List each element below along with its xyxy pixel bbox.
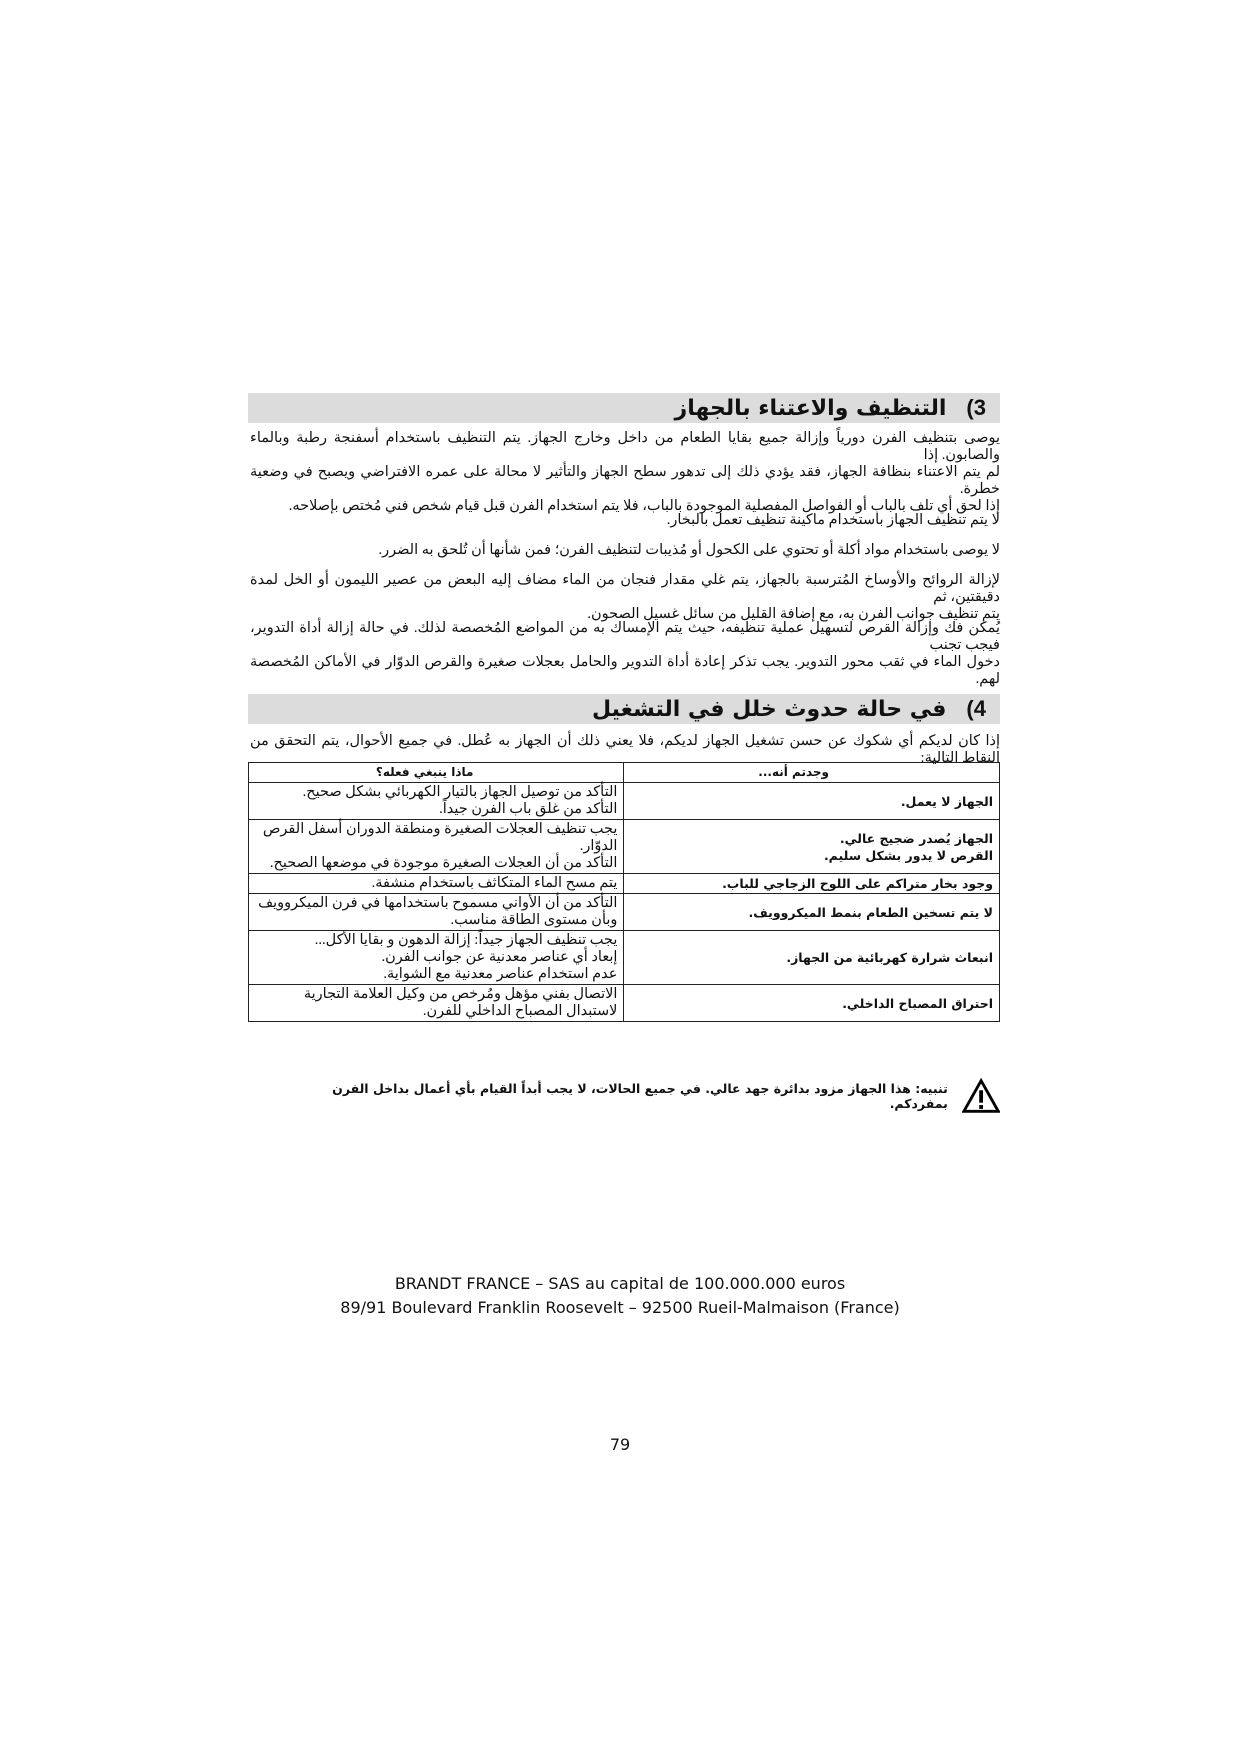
problem-text: القرص لا يدور بشكل سليم. bbox=[823, 847, 993, 863]
action-cell bbox=[249, 820, 624, 874]
high-voltage-warning bbox=[300, 1076, 1000, 1116]
problem-text: وجود بخار متراكم على اللوح الزجاجي للباب. bbox=[722, 876, 993, 891]
footer-address-line: 89/91 Boulevard Franklin Roosevelt – 92500 Rueil-Malmaison (France) bbox=[340, 1298, 900, 1317]
problem-cell bbox=[624, 820, 1000, 874]
section-3-paragraph-5 bbox=[250, 620, 1000, 688]
action-text: إبعاد أي عناصر معدنية عن جوانب الفرن. bbox=[381, 949, 618, 965]
problem-cell bbox=[624, 783, 1000, 820]
section-4-header bbox=[248, 694, 1000, 724]
action-text: التأكد من أن الأواني مسموح باستخدامها في فرن الميكروويف وبأن مستوى الطاقة مناسب. bbox=[258, 895, 618, 928]
table-row bbox=[249, 894, 1000, 931]
section-3-paragraph-2 bbox=[250, 512, 1000, 529]
text-line: لا يتم تنظيف الجهاز باستخدام ماكينة تنظيف تعمل بالبخار. bbox=[666, 512, 1000, 528]
text-line: يوصى بتنظيف الفرن دورياً وإزالة جميع بقايا الطعام من داخل وخارج الجهاز. يتم التنظيف باستخدام أسفنجة رطبة وبالماء والصابون. إذا bbox=[250, 430, 1000, 463]
problem-text: لا يتم تسخين الطعام بنمط الميكروويف. bbox=[748, 904, 993, 920]
text-line: لإزالة الروائح والأوساخ المُترسبة بالجهاز، يتم غلي مقدار فنجان من الماء مضاف إليه البعض من عصير الليمون أو الخل لمدة دقيقتين، ثم bbox=[250, 572, 1000, 605]
problem-cell bbox=[624, 931, 1000, 985]
section-3-paragraph-4 bbox=[250, 572, 1000, 623]
action-text: التأكد من توصيل الجهاز بالتيار الكهربائي بشكل صحيح. bbox=[302, 784, 618, 800]
problem-cell bbox=[624, 985, 1000, 1022]
action-text: الاتصال بفني مؤهل ومُرخص من وكيل العلامة التجارية لاستبدال المصباح الداخلي للفرن. bbox=[303, 986, 618, 1019]
table-row bbox=[249, 931, 1000, 985]
table-row bbox=[249, 985, 1000, 1022]
table-row bbox=[249, 820, 1000, 874]
problem-text: الجهاز يُصدر ضجيج عالي. bbox=[839, 830, 993, 846]
column-header-action: ماذا ينبغي فعله؟ bbox=[249, 763, 624, 783]
text-line: يتم تنظيف جوانب الفرن به، مع إضافة القليل من سائل غسيل الصحون. bbox=[587, 606, 1000, 622]
text-line: إذا كان لديكم أي شكوك عن حسن تشغيل الجهاز لديكم، فلا يعني ذلك أن الجهاز به عُطل. في جميع الأحوال، يتم التحقق من النقاط التالية: bbox=[250, 733, 1000, 766]
text-line: لم يتم الاعتناء بنظافة الجهاز، فقد يؤدي ذلك إلى تدهور سطح الجهاز والتأثير لا محالة على عمره الافتراضي ويصبح في وضعية خطرة. bbox=[250, 464, 1000, 497]
company-footer bbox=[0, 1272, 1240, 1320]
page-number: 79 bbox=[609, 1435, 631, 1454]
text-line: إذا لحق أي تلف بالباب أو الفواصل المفصلية الموجودة بالباب، فلا يتم استخدام الفرن قبل قيام شخص فني مُختص بإصلاحه. bbox=[288, 498, 1000, 514]
troubleshooting-table bbox=[248, 762, 1000, 1022]
section-4-title: في حالة حدوث خلل في التشغيل bbox=[592, 696, 947, 722]
action-text: عدم استخدام عناصر معدنية مع الشواية. bbox=[383, 966, 618, 982]
action-cell bbox=[249, 783, 624, 820]
text-line: لا يوصى باستخدام مواد أكلة أو تحتوي على الكحول أو مُذيبات لتنظيف الفرن؛ فمن شأنها أن تُلحق به الضرر. bbox=[378, 542, 1000, 558]
text-line: دخول الماء في ثقب محور التدوير. يجب تذكر إعادة أداة التدوير والحامل بعجلات صغيرة والقرص الدوّار في الأماكن المُخصصة لهم. bbox=[250, 654, 1000, 687]
warning-triangle-icon bbox=[962, 1078, 1000, 1114]
column-header-problem: وجدتم أنه... bbox=[624, 763, 1000, 783]
section-3-title: التنظيف والاعتناء بالجهاز bbox=[674, 395, 947, 421]
action-cell bbox=[249, 894, 624, 931]
section-3-header bbox=[248, 393, 1000, 423]
section-3-paragraph-3 bbox=[250, 542, 1000, 559]
action-text: يجب تنظيف العجلات الصغيرة ومنطقة الدوران أسفل القرص الدوّار. bbox=[262, 821, 618, 854]
action-text: يجب تنظيف الجهاز جيداً: إزالة الدهون و بقايا الأكل... bbox=[314, 932, 618, 948]
footer-company-line: BRANDT FRANCE – SAS au capital de 100.000.000 euros bbox=[394, 1274, 846, 1293]
table-header-row bbox=[249, 763, 1000, 783]
warning-text: تنبيه: هذا الجهاز مزود بدائرة جهد عالي. في جميع الحالات، لا يجب أبداً القيام بأي أعمال بداخل الفرن بمفردكم. bbox=[332, 1081, 948, 1111]
section-3-paragraph-1 bbox=[250, 430, 1000, 515]
problem-text: احتراق المصباح الداخلي. bbox=[842, 995, 993, 1011]
action-text: التأكد من أن العجلات الصغيرة موجودة في موضعها الصحيح. bbox=[269, 855, 618, 871]
section-4-number: 4) bbox=[966, 696, 986, 721]
table-row bbox=[249, 874, 1000, 894]
action-text: يتم مسح الماء المتكاثف باستخدام منشفة. bbox=[371, 875, 618, 891]
table-row bbox=[249, 783, 1000, 820]
action-cell bbox=[249, 985, 624, 1022]
action-text: التأكد من غلق باب الفرن جيداً. bbox=[439, 801, 618, 817]
problem-text: انبعاث شرارة كهربائية من الجهاز. bbox=[786, 950, 993, 965]
section-3-number: 3) bbox=[966, 395, 986, 420]
action-cell bbox=[249, 931, 624, 985]
problem-cell bbox=[624, 894, 1000, 931]
problem-text: الجهاز لا يعمل. bbox=[900, 793, 993, 809]
action-cell bbox=[249, 874, 624, 894]
problem-cell bbox=[624, 874, 1000, 894]
text-line: يُمكن فك وإزالة القرص لتسهيل عملية تنظيفه، حيث يتم الإمساك به من المواضع المُخصصة لذلك. في حالة إزالة أداة التدوير، فيجب تجنب bbox=[250, 620, 1000, 653]
